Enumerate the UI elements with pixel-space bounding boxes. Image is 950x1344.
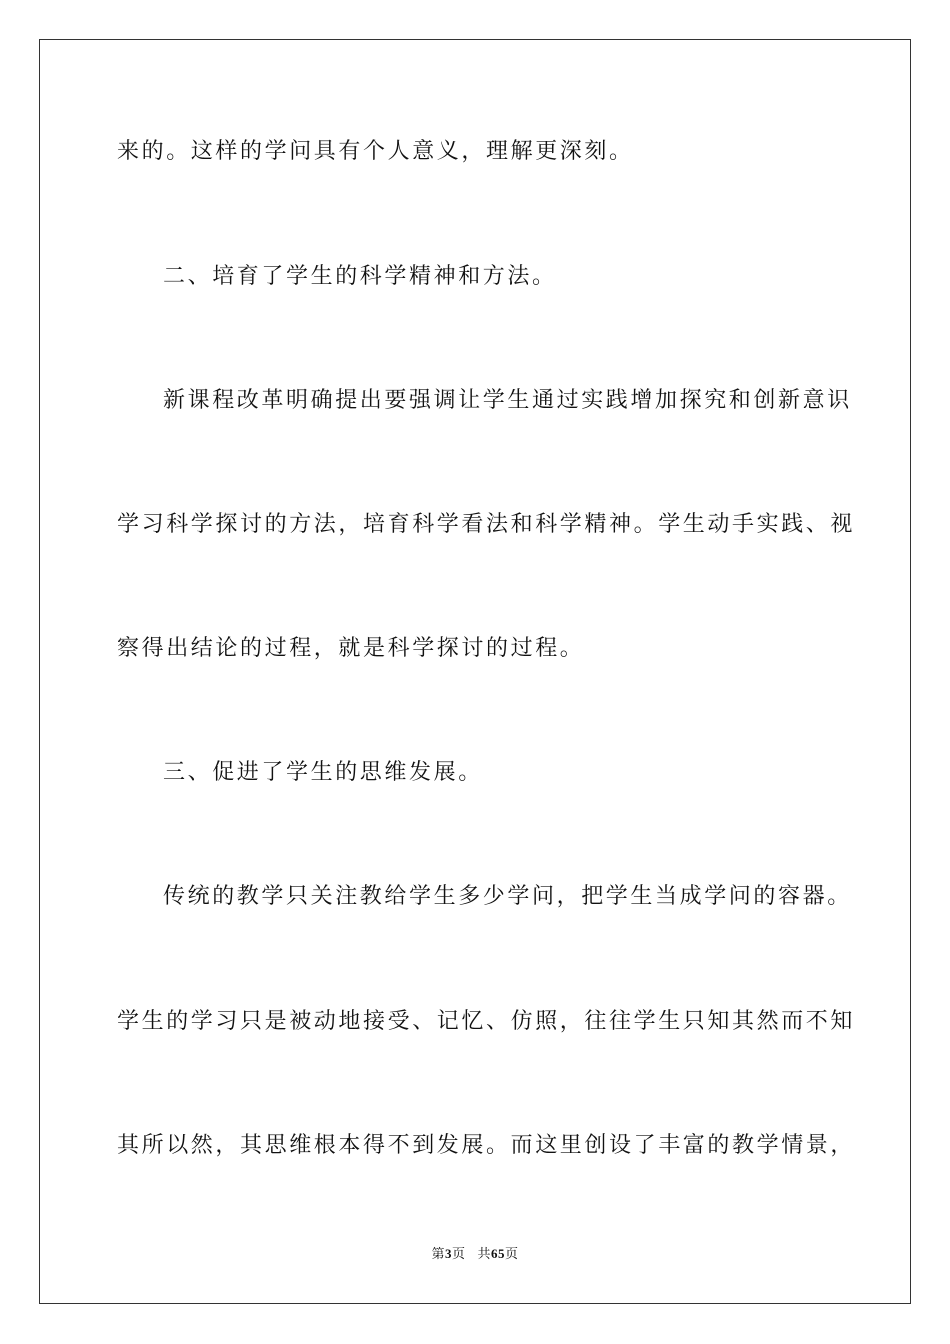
total-page-count: 65: [491, 1246, 506, 1261]
page-suffix: 页: [451, 1247, 466, 1262]
body-line-8: 学生的学习只是被动地接受、记忆、仿照，往往学生只知其然而不知: [117, 1009, 856, 1034]
body-line-7: 传统的教学只关注教给学生多少学问，把学生当成学问的容器。: [163, 884, 852, 909]
page-prefix: 第: [431, 1247, 445, 1262]
body-line-5: 察得出结论的过程，就是科学探讨的过程。: [117, 636, 585, 661]
body-line-9: 其所以然，其思维根本得不到发展。而这里创设了丰富的教学情景，: [117, 1133, 856, 1158]
body-line-3: 新课程改革明确提出要强调让学生通过实践增加探究和创新意识: [163, 388, 852, 413]
current-page-number: 3: [444, 1246, 452, 1261]
section-heading-3: 三、促进了学生的思维发展。: [163, 760, 483, 785]
body-line-4: 学习科学探讨的方法，培育科学看法和科学精神。学生动手实践、视: [117, 512, 856, 537]
page-footer: [0, 1245, 950, 1264]
section-heading-2: 二、培育了学生的科学精神和方法。: [163, 264, 557, 289]
page-border: [39, 39, 911, 1304]
total-prefix: 共: [477, 1247, 492, 1262]
total-suffix: 页: [505, 1247, 519, 1262]
body-line-1: 来的。这样的学问具有个人意义，理解更深刻。: [117, 139, 634, 164]
